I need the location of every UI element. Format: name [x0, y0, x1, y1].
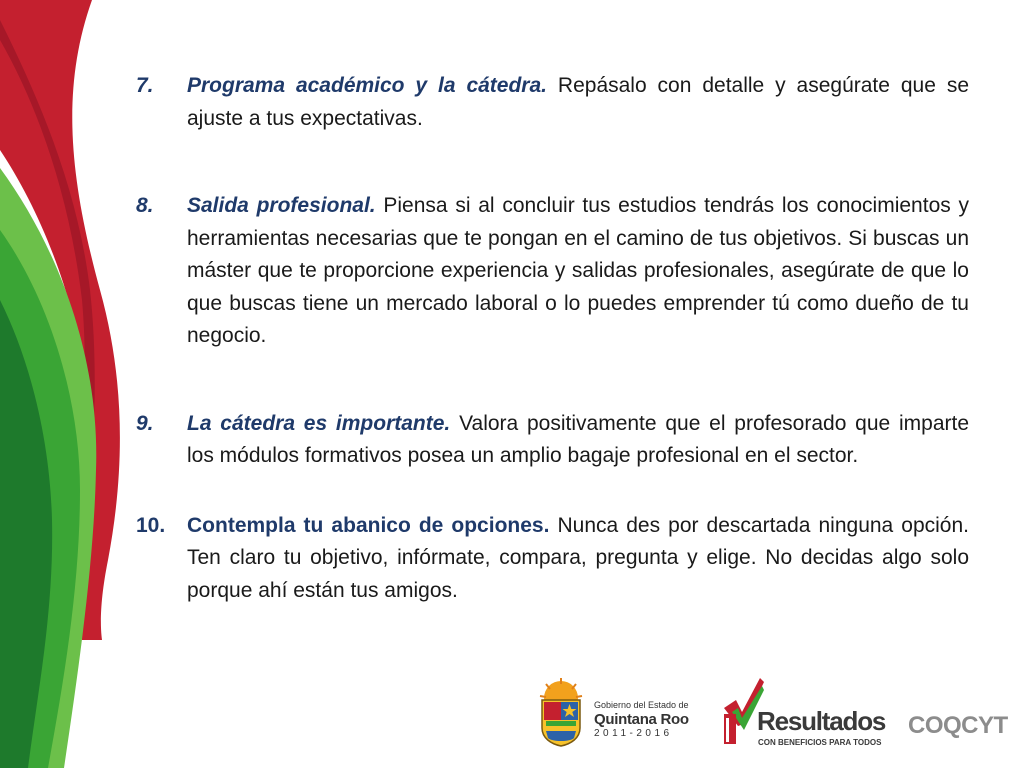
list-item — [136, 408, 969, 473]
list-item — [136, 70, 969, 135]
item-number: 9. — [136, 411, 154, 435]
gobierno-line3: 2011-2016 — [594, 728, 673, 739]
item-body: Nunca des por descartada ninguna opción. Ten claro tu objetivo, infórmate, compara, pregunta y elige. No decidas algo solo porque ahí están tus amigos. — [187, 513, 970, 602]
item-heading: Programa académico y la cátedra. — [187, 74, 547, 97]
list-item — [136, 190, 969, 353]
gobierno-line1: Gobierno del Estado de — [594, 700, 689, 710]
item-text — [187, 190, 969, 353]
resultados-tagline: CON BENEFICIOS PARA TODOS — [758, 738, 882, 747]
recommendation-list — [136, 70, 969, 607]
gobierno-quintana-roo-logo — [536, 676, 696, 748]
item-heading: Salida profesional. — [187, 194, 376, 217]
item-number: 10. — [136, 513, 166, 537]
state-crest-icon — [536, 676, 586, 748]
item-body: Repásalo con detalle y asegúrate que se ajuste a tus expectativas. — [187, 74, 969, 130]
item-text — [187, 510, 969, 608]
item-heading: Contempla tu abanico de opciones. — [187, 513, 550, 537]
resultados-wordmark: Resultados — [757, 706, 886, 736]
gobierno-line2: Quintana Roo — [594, 711, 689, 728]
coqcyt-logo: COQCYT — [908, 712, 1008, 739]
item-number: 8. — [136, 194, 154, 217]
item-heading: La cátedra es importante. — [187, 411, 451, 435]
item-body: Piensa si al concluir tus estudios tendrás los conocimientos y herramientas necesarias que te pongan en el camino de tus objetivos. Si buscas un máster que te proporcione experiencia y salidas profesionales, asegúrate de que lo que buscas tiene un mercado laboral o lo puedes emprender tú como dueño de tu negocio. — [187, 194, 969, 347]
item-text — [187, 408, 969, 473]
list-item — [136, 510, 969, 608]
footer-logos — [530, 672, 1010, 752]
gobierno-wordmark — [594, 700, 704, 740]
item-body: Valora positivamente que el profesorado que imparte los módulos formativos posea un amplio bagaje profesional en el sector. — [187, 411, 970, 467]
resultados-logo — [722, 674, 886, 750]
item-number: 7. — [136, 74, 154, 97]
item-text — [187, 70, 969, 135]
